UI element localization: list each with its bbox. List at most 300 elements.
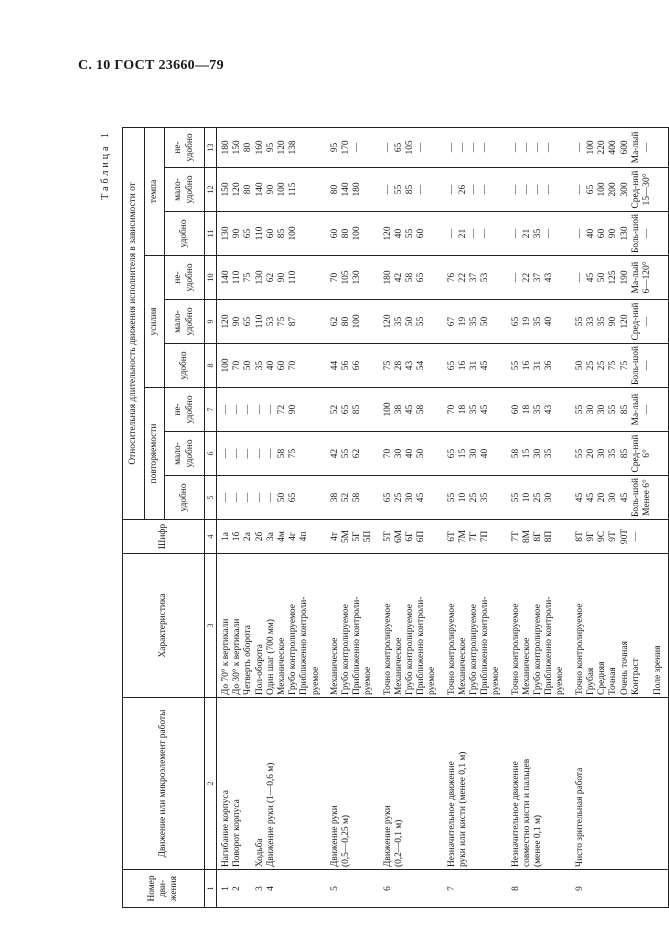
code-line: 5М (341, 529, 352, 544)
movement-name (507, 698, 571, 870)
value-cell-line: 65 (585, 184, 596, 195)
header-col: не-удобно (165, 256, 205, 300)
value-cell-line: 18 (521, 404, 532, 415)
movement-number-line: 4 (265, 886, 276, 891)
characteristic-line: Грубо контролируемое (533, 604, 544, 695)
value-cell-line: 19 (457, 316, 468, 327)
value-cell (326, 212, 379, 256)
value-cell-line: Боль-шой (630, 478, 641, 517)
value-cell (443, 168, 507, 212)
value-cell-line: 30 (469, 448, 480, 459)
value-cell-line: — (533, 184, 544, 195)
code-line: 8Г (533, 531, 544, 542)
value-cell-line: — (480, 228, 491, 239)
column-number: 7 (205, 388, 217, 432)
value-cell-line: 150 (232, 140, 243, 155)
value-cell-line: 37 (533, 272, 544, 283)
value-cell (507, 476, 571, 520)
value-cell-line: 30 (393, 448, 404, 459)
value-cell-line: 160 (254, 140, 265, 155)
table-row (507, 127, 571, 907)
value-cell-line: 60 (597, 228, 608, 239)
table-caption: Таблица 1 (100, 130, 111, 200)
value-cell-line: 25 (597, 360, 608, 371)
value-cell-line: 65 (243, 228, 254, 239)
value-cell (507, 300, 571, 344)
value-cell-line: — (510, 184, 521, 195)
value-cell-line: 45 (619, 492, 630, 503)
value-cell-line: 40 (544, 316, 555, 327)
movement-name (326, 698, 379, 870)
movement-number (507, 870, 571, 908)
value-cell-line: 130 (352, 270, 363, 285)
value-cell-line: — (446, 142, 457, 153)
value-cell-line: 25 (585, 360, 596, 371)
value-cell (443, 388, 507, 432)
value-cell-line: — (574, 272, 585, 283)
value-cell (571, 300, 669, 344)
value-cell-line: — (221, 448, 231, 459)
value-cell-line: 58 (405, 272, 416, 283)
code-line: 1б (232, 531, 243, 542)
value-cell-line: 130 (221, 226, 231, 241)
characteristic-line: Точно контролируемое (510, 603, 521, 695)
table-row (326, 127, 379, 907)
value-cell-line: 100 (277, 182, 288, 197)
value-cell-line: 80 (341, 228, 352, 239)
movement-name-line: Движение руки (382, 805, 393, 867)
value-cell (379, 300, 443, 344)
page-header: С. 10 ГОСТ 23660—79 (78, 58, 224, 73)
value-cell-line: 40 (393, 228, 404, 239)
value-cell (571, 256, 669, 300)
table-row (571, 127, 669, 907)
value-cell-line: 45 (585, 492, 596, 503)
value-cell (217, 127, 326, 167)
value-cell-line: 33 (585, 316, 596, 327)
characteristic (217, 554, 326, 698)
value-cell-line: Ма-лый (630, 131, 641, 164)
characteristic-line: Очень точная (619, 641, 630, 695)
value-cell-line: 30 (544, 492, 555, 503)
characteristic-line: Один шаг (700 мм) (265, 619, 276, 695)
value-cell-line: 35 (608, 448, 619, 459)
characteristic (443, 554, 507, 698)
value-cell (217, 300, 326, 344)
value-cell-line: 85 (277, 228, 288, 239)
value-cell-line: 62 (352, 448, 363, 459)
value-cell-line: — (352, 142, 363, 153)
characteristic-line: Четверть оборота (243, 625, 254, 695)
value-cell-line: 65 (382, 492, 393, 503)
value-cell-line: — (232, 492, 243, 503)
value-cell (507, 388, 571, 432)
value-cell-line: 90 (265, 184, 276, 195)
value-cell-line: — (641, 404, 652, 415)
movement-number-line: 9 (574, 886, 585, 891)
column-number: 3 (205, 554, 217, 698)
rotated-table-wrapper (100, 128, 664, 908)
header-col: мало-удобно (165, 300, 205, 344)
value-cell (507, 212, 571, 256)
value-cell-line: — (243, 448, 254, 459)
value-cell-line: 130 (254, 270, 265, 285)
value-cell-line: Сред-ний (630, 434, 641, 473)
value-cell-line: 56 (341, 360, 352, 371)
column-number: 8 (205, 344, 217, 388)
movement-name-line: Движение руки (1—0,6 м) (265, 762, 276, 867)
code-line: 9Г (585, 531, 596, 542)
value-cell-line: 170 (341, 140, 352, 155)
value-cell-line: 65 (243, 316, 254, 327)
value-cell-line: 100 (585, 140, 596, 155)
value-cell-line: 45 (480, 404, 491, 415)
code-line: 5П (363, 530, 374, 543)
value-cell-line: 120 (221, 314, 231, 329)
value-cell-line: 45 (416, 492, 427, 503)
value-cell-line: 35 (533, 228, 544, 239)
movement-number-line: 6 (382, 886, 393, 891)
value-cell-line: — (232, 404, 243, 415)
value-cell-line: 190 (619, 270, 630, 285)
value-cell-line: 50 (574, 360, 585, 371)
value-cell-line: 75 (608, 360, 619, 371)
value-cell-line: — (574, 142, 585, 153)
value-cell (379, 432, 443, 476)
code-line: 9С (597, 531, 608, 542)
value-cell-line: 30 (608, 492, 619, 503)
characteristic-line: Точная (608, 667, 619, 695)
value-cell (326, 256, 379, 300)
movement-name (379, 698, 443, 870)
value-cell-line: 110 (254, 226, 265, 241)
value-cell-line: 80 (341, 316, 352, 327)
movement-name-line: совместно кисти и пальцев (521, 758, 532, 867)
value-cell-line: 150 (221, 182, 231, 197)
value-cell (571, 476, 669, 520)
characteristic-line: Механическое (457, 637, 468, 695)
value-cell-line: 37 (469, 272, 480, 283)
characteristic-line: руемое (555, 666, 566, 695)
value-cell-line: 62 (265, 272, 276, 283)
value-cell-line: 110 (232, 270, 243, 285)
value-cell (443, 127, 507, 167)
value-cell-line: — (521, 142, 532, 153)
value-cell-line: 31 (533, 360, 544, 371)
code-line: 6Г (405, 531, 416, 542)
value-cell-line: 20 (597, 492, 608, 503)
value-cell (217, 476, 326, 520)
value-cell (507, 168, 571, 212)
value-cell-line: 15 (457, 448, 468, 459)
value-cell-line: — (265, 404, 276, 415)
value-cell-line: 60 (265, 228, 276, 239)
value-cell-line: 130 (619, 226, 630, 241)
value-cell-line: 25 (469, 492, 480, 503)
value-cell (443, 344, 507, 388)
value-cell-line: 22 (521, 272, 532, 283)
value-cell-line: 100 (597, 182, 608, 197)
value-cell-line: 55 (510, 492, 521, 503)
header-col: удобно (165, 212, 205, 256)
value-cell (571, 432, 669, 476)
value-cell (507, 256, 571, 300)
value-cell-line: 21 (521, 228, 532, 239)
value-cell-line: 50 (405, 316, 416, 327)
value-cell-line: — (243, 404, 254, 415)
value-cell-line: 80 (243, 142, 254, 153)
value-cell-line: 115 (288, 182, 299, 197)
value-cell-line: 18 (457, 404, 468, 415)
code (217, 520, 326, 554)
value-cell-line: 10 (521, 492, 532, 503)
value-cell-line: 42 (393, 272, 404, 283)
code-line: 4п (299, 531, 310, 542)
code-line: 4т (329, 532, 340, 541)
value-cell-line: 43 (544, 272, 555, 283)
code-line: 3а (265, 532, 276, 541)
value-cell-line: 31 (469, 360, 480, 371)
movement-number (571, 870, 669, 908)
characteristic-line: Грубо контролируемое (288, 604, 299, 695)
value-cell-line: 138 (288, 140, 299, 155)
characteristic-line: Поле зрения (653, 645, 664, 695)
value-cell (507, 344, 571, 388)
value-cell-line: 52 (341, 492, 352, 503)
characteristic-line: руемое (427, 666, 438, 695)
value-cell-line: 35 (533, 404, 544, 415)
characteristic-line: Грубо контролируемое (341, 604, 352, 695)
value-cell (443, 432, 507, 476)
movement-name-line: (0,2—0,1 м) (393, 819, 404, 867)
value-cell-line: 30 (405, 492, 416, 503)
value-cell-line: 30 (533, 448, 544, 459)
header-characteristic: Характеристика (123, 554, 205, 698)
value-cell-line: 22 (457, 272, 468, 283)
value-cell-line: — (533, 142, 544, 153)
characteristic-line: руемое (363, 666, 374, 695)
value-cell-line: 600 (619, 140, 630, 155)
value-cell-line: 100 (221, 358, 231, 373)
value-cell-line: Боль-шой (630, 214, 641, 253)
value-cell-line: 35 (469, 316, 480, 327)
value-cell-line: 19 (521, 316, 532, 327)
value-cell-line: — (641, 142, 652, 153)
value-cell-line: 85 (619, 448, 630, 459)
table-row (217, 127, 326, 907)
value-cell (571, 212, 669, 256)
movement-name-line: (0,5—0,25 м) (341, 814, 352, 867)
value-cell-line: 45 (574, 492, 585, 503)
value-cell-line: 50 (243, 360, 254, 371)
column-number: 13 (205, 127, 217, 167)
movement-name-line: Незначительное движение (446, 761, 457, 867)
value-cell-line: 16 (457, 360, 468, 371)
value-cell-line: — (254, 404, 265, 415)
value-cell-line: 90 (232, 316, 243, 327)
value-cell (379, 168, 443, 212)
value-cell (217, 168, 326, 212)
value-cell-line: 400 (608, 140, 619, 155)
value-cell-line: 53 (480, 272, 491, 283)
value-cell-line: 100 (288, 226, 299, 241)
value-cell-line: 76 (446, 272, 457, 283)
value-cell-line: 70 (288, 360, 299, 371)
value-cell-line: 85 (619, 404, 630, 415)
characteristic-line: Приближенно контроли- (416, 596, 427, 695)
value-cell-line: — (480, 184, 491, 195)
value-cell-line: 75 (277, 316, 288, 327)
code-line: 8П (544, 530, 555, 543)
value-cell-line: — (510, 272, 521, 283)
value-cell-line: — (641, 316, 652, 327)
value-cell-line: 35 (597, 316, 608, 327)
value-cell-line: 55 (446, 492, 457, 503)
value-cell-line: — (469, 228, 480, 239)
value-cell-line: 70 (382, 448, 393, 459)
value-cell-line: 120 (277, 140, 288, 155)
value-cell-line: Сред-ний (630, 170, 641, 209)
code (443, 520, 507, 554)
table-body (217, 127, 669, 907)
code-line: 6Т (446, 531, 457, 542)
value-cell-line: 300 (619, 182, 630, 197)
characteristic-line: Контраст (630, 658, 641, 695)
value-cell-line: — (544, 184, 555, 195)
value-cell-line: 60 (277, 360, 288, 371)
movement-name-line (243, 700, 254, 867)
value-cell (326, 127, 379, 167)
value-cell-line: — (469, 184, 480, 195)
value-cell-line: 55 (574, 316, 585, 327)
value-cell-line: — (510, 228, 521, 239)
column-number: 2 (205, 698, 217, 870)
value-cell (571, 168, 669, 212)
code (326, 520, 379, 554)
movement-name (571, 698, 669, 870)
value-cell-line: 21 (457, 228, 468, 239)
value-cell-line: 95 (265, 142, 276, 153)
header-col: не-удобно (165, 388, 205, 432)
value-cell-line: 50 (480, 316, 491, 327)
value-cell-line: 50 (416, 448, 427, 459)
value-cell (443, 256, 507, 300)
value-cell-line: 55 (608, 404, 619, 415)
value-cell-line: 55 (574, 448, 585, 459)
value-cell-line: 43 (405, 360, 416, 371)
value-cell-line: 62 (329, 316, 340, 327)
value-cell-line: Менее 6° (641, 479, 652, 516)
movement-name-line: руки или кисти (менее 0,1 м) (457, 751, 468, 867)
value-cell-line: — (574, 228, 585, 239)
column-number: 10 (205, 256, 217, 300)
characteristic-line: Грубая (585, 667, 596, 695)
movement-number-line (243, 872, 254, 905)
value-cell (379, 127, 443, 167)
column-number: 9 (205, 300, 217, 344)
value-cell-line: 90 (277, 272, 288, 283)
value-cell-line: — (641, 228, 652, 239)
value-cell-line: 75 (382, 360, 393, 371)
header-movement: Движение или микроэлемент работы (123, 698, 205, 870)
value-cell-line: 100 (352, 226, 363, 241)
value-cell-line: — (221, 404, 231, 415)
value-cell-line: 55 (341, 448, 352, 459)
value-cell-line: 58 (352, 492, 363, 503)
movement-name-line: Поворот корпуса (232, 799, 243, 867)
movement-name-line: Ходьба (254, 838, 265, 867)
code-line: — (630, 531, 641, 542)
code-line: 4г (288, 532, 299, 541)
value-cell-line: 60 (510, 404, 521, 415)
characteristic-line: Точно контролируемое (382, 603, 393, 695)
header-col: мало-удобно (165, 168, 205, 212)
value-cell-line: 40 (405, 448, 416, 459)
movement-number (379, 870, 443, 908)
movement-name-line: Нагибание корпуса (221, 790, 231, 867)
code-line: 6М (393, 529, 404, 544)
value-cell-line: 58 (510, 448, 521, 459)
characteristic (326, 554, 379, 698)
value-cell-line: 85 (352, 404, 363, 415)
movement-number-line: 5 (329, 886, 340, 891)
value-cell-line: — (457, 142, 468, 153)
movement-number-line: 2 (232, 886, 243, 891)
value-cell-line: 15—30° (641, 173, 652, 206)
value-cell-line: 28 (393, 360, 404, 371)
value-cell-line: 105 (341, 270, 352, 285)
value-cell-line: 80 (243, 184, 254, 195)
value-cell (326, 388, 379, 432)
value-cell-line: 30 (597, 404, 608, 415)
value-cell-line: 75 (619, 360, 630, 371)
value-cell (379, 256, 443, 300)
value-cell-line: 55 (405, 228, 416, 239)
value-cell-line: 120 (619, 314, 630, 329)
value-cell-line: 60 (329, 228, 340, 239)
characteristic (379, 554, 443, 698)
value-cell (217, 212, 326, 256)
value-cell-line: 95 (329, 142, 340, 153)
characteristic-line: Точно контролируемое (446, 603, 457, 695)
value-cell-line: 45 (585, 272, 596, 283)
value-cell-line: — (446, 184, 457, 195)
value-cell-line: 85 (405, 184, 416, 195)
value-cell (217, 388, 326, 432)
code-line: 5Г (352, 531, 363, 542)
value-cell-line: 220 (597, 140, 608, 155)
characteristic-line: Приближенно контроли- (299, 596, 310, 695)
code (379, 520, 443, 554)
header-code: Шифр (123, 520, 205, 554)
value-cell (326, 344, 379, 388)
value-cell-line: 30 (597, 448, 608, 459)
value-cell-line: 60 (416, 228, 427, 239)
movement-number (443, 870, 507, 908)
value-cell (326, 476, 379, 520)
value-cell-line: 45 (405, 404, 416, 415)
value-cell (443, 212, 507, 256)
header-group: Относительная длительность движения исполнителя в зависимости от (123, 127, 145, 519)
movement-name-line: Движение руки (329, 805, 340, 867)
column-number: 12 (205, 168, 217, 212)
table-row (443, 127, 507, 907)
value-cell-line: 65 (446, 360, 457, 371)
code-line: 7П (480, 530, 491, 543)
value-cell-line: 40 (480, 448, 491, 459)
value-cell (326, 168, 379, 212)
value-cell-line: — (446, 228, 457, 239)
